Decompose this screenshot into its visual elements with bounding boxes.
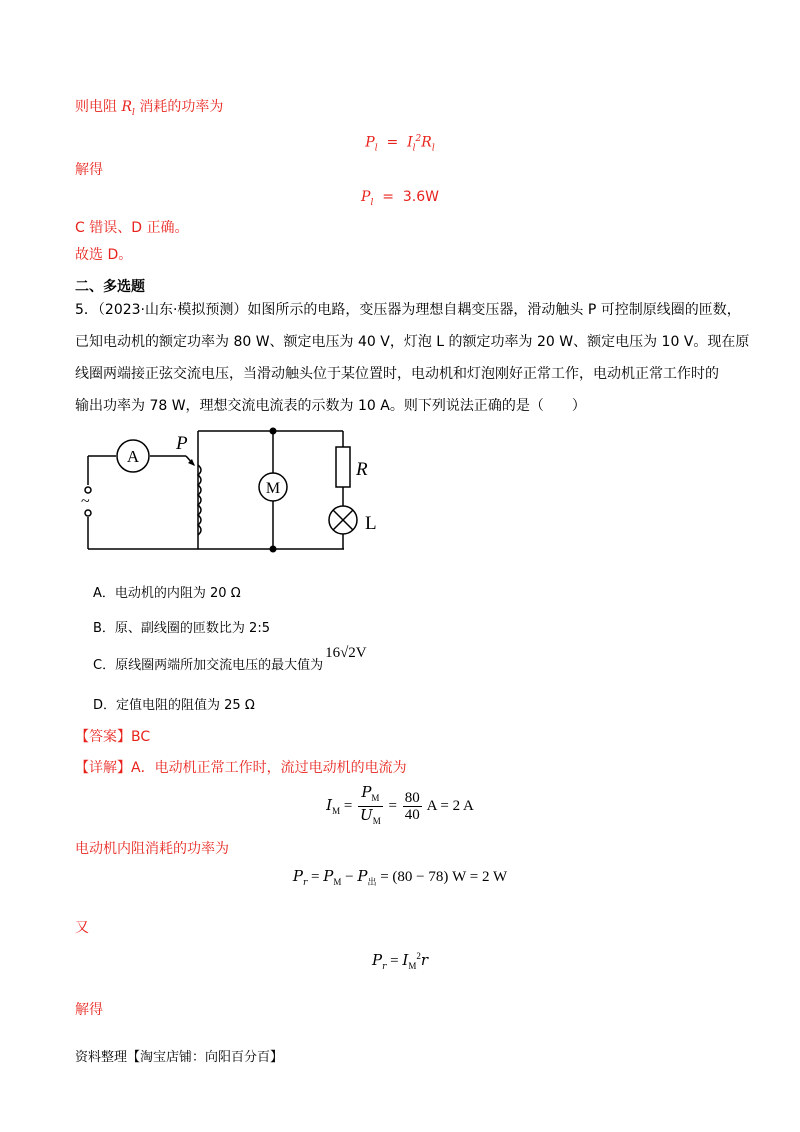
power-loss-equation: $P_r = P_M - P_出 = (80 - 78) W = 2$ W bbox=[292, 867, 508, 888]
text: 则电阻 bbox=[75, 99, 117, 115]
option-d: D．定值电阻的阻值为 25 Ω bbox=[93, 698, 255, 713]
question-line-1: 5．（2023·山东·模拟预测）如图所示的电路，变压器为理想自耦变压器，滑动触头 P 可控制原线圈的匝数， bbox=[75, 302, 741, 318]
choice-conclusion: 故选 D。 bbox=[75, 247, 133, 263]
question-line-3: 线圈两端接正弦交流电压，当滑动触头位于某位置时，电动机和灯泡刚好正常工作，电动机正常工作时的 bbox=[75, 366, 719, 382]
power-result: $P_l = 3.6W$ bbox=[361, 189, 439, 208]
internal-resistance-equation: $P_r = I_M^2r$ bbox=[372, 951, 428, 972]
text: 消耗的功率为 bbox=[139, 99, 224, 115]
lamp-label: L bbox=[365, 513, 377, 534]
terminal bbox=[85, 510, 91, 516]
eq-rhs: R bbox=[421, 134, 432, 151]
answer-label: 【答案】BC bbox=[75, 729, 151, 745]
eq-lhs: P bbox=[365, 134, 375, 151]
section-title: 二、多选题 bbox=[75, 279, 145, 295]
circuit-diagram bbox=[78, 425, 388, 557]
option-c-text: C．原线圈两端所加交流电压的最大值为 bbox=[93, 658, 324, 673]
junction-node bbox=[270, 546, 277, 553]
power-loss-value: = (80 − 78) W = 2 W bbox=[380, 869, 508, 885]
question-line-2: 已知电动机的额定功率为 80 W、额定电压为 40 V，灯泡 L 的额定功率为 20 W、额定电压为 10 V。现在原 bbox=[75, 334, 750, 350]
question-line-4: 输出功率为 78 W，理想交流电流表的示数为 10 A。则下列说法正确的是（ ） bbox=[75, 398, 586, 414]
option-c-value: 16√2V bbox=[325, 645, 367, 661]
internal-power-line: 电动机内阻消耗的功率为 bbox=[75, 841, 229, 857]
current-equation: $I_M$ = $\frac{P_M}{U_M}$ = $\frac{80}{40}$ A = 2 A bbox=[326, 783, 474, 826]
resistor bbox=[336, 447, 350, 487]
detail-label: 【详解】A．电动机正常工作时，流过电动机的电流为 bbox=[75, 760, 407, 776]
again-label: 又 bbox=[75, 920, 89, 936]
power-equation: $P_l = I_l^2R_l$ bbox=[365, 134, 435, 154]
power-value: 3.6W bbox=[402, 189, 439, 205]
resistor-label: R bbox=[356, 459, 368, 480]
solve-label: 解得 bbox=[75, 162, 103, 178]
source-label: ~ bbox=[81, 493, 90, 510]
resistor-symbol: $R_l$ bbox=[121, 99, 135, 118]
motor-label: M bbox=[265, 480, 281, 497]
cd-conclusion: C 错误、D 正确。 bbox=[75, 220, 189, 236]
ammeter-label: A bbox=[126, 447, 140, 466]
option-c bbox=[93, 645, 367, 676]
slider-label: P bbox=[176, 433, 188, 454]
option-a: A．电动机的内阻为 20 Ω bbox=[93, 586, 241, 601]
option-b: B．原、副线圈的匝数比为 2:5 bbox=[93, 621, 270, 636]
junction-node bbox=[270, 428, 277, 435]
footer-note: 资料整理【淘宝店铺：向阳百分百】 bbox=[75, 1050, 284, 1065]
detail-solve-label: 解得 bbox=[75, 1002, 103, 1018]
current-result: A = 2 A bbox=[426, 797, 474, 814]
prev-solution-line bbox=[75, 97, 223, 123]
